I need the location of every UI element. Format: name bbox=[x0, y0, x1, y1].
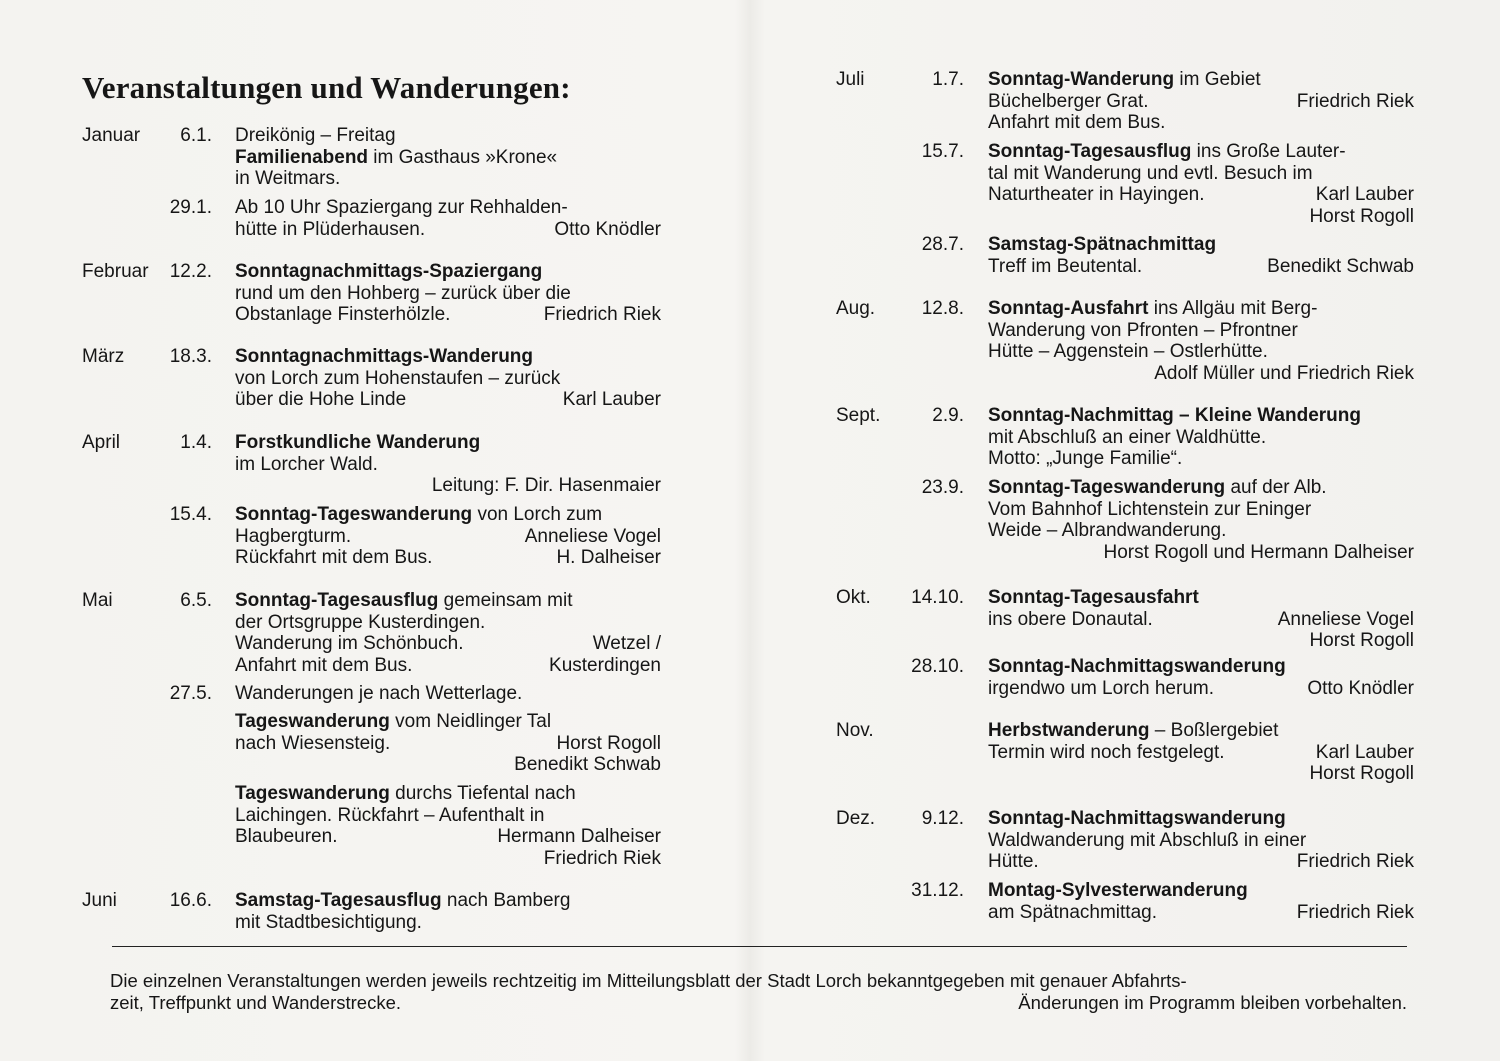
event-leader: Otto Knödler bbox=[1307, 677, 1414, 699]
event-line bbox=[988, 830, 1414, 852]
event-text: Anfahrt mit dem Bus. bbox=[235, 655, 413, 677]
event-leader: Horst Rogoll bbox=[1309, 206, 1414, 228]
event-text: ins Allgäu mit Berg- bbox=[1148, 298, 1318, 319]
event-line bbox=[235, 346, 661, 368]
event-date: 1.7. bbox=[932, 69, 964, 90]
event-text: durchs Tiefental nach bbox=[389, 783, 576, 804]
event-description bbox=[988, 720, 1414, 785]
footer-line-2-right: Änderungen im Programm bleiben vorbehalten. bbox=[1018, 992, 1407, 1013]
event-date: 18.3. bbox=[169, 346, 212, 367]
event-line bbox=[988, 91, 1414, 113]
event-description bbox=[235, 783, 661, 870]
event-description bbox=[988, 477, 1414, 564]
event-text: Obstanlage Finsterhölzle. bbox=[235, 304, 451, 326]
event-text: über die Hohe Linde bbox=[235, 389, 407, 411]
event-month: Februar bbox=[82, 261, 149, 282]
event-month: Juli bbox=[836, 69, 865, 90]
event-month: Juni bbox=[82, 890, 117, 911]
event-leader: Adolf Müller und Friedrich Riek bbox=[1154, 363, 1414, 385]
event-date: 27.5. bbox=[169, 683, 212, 704]
event-title: Sonntag-Tageswanderung bbox=[988, 477, 1226, 498]
event-text: mit Stadtbesichtigung. bbox=[235, 911, 422, 933]
event-description bbox=[235, 504, 661, 569]
event-line bbox=[988, 851, 1414, 873]
event-text: mit Abschluß an einer Waldhütte. bbox=[988, 426, 1267, 448]
event-line bbox=[988, 69, 1414, 91]
event-leader: Otto Knödler bbox=[554, 218, 661, 240]
event-leader: Kusterdingen bbox=[549, 655, 661, 677]
event-text: der Ortsgruppe Kusterdingen. bbox=[235, 611, 486, 633]
event-description bbox=[235, 683, 661, 705]
event-line bbox=[235, 432, 661, 454]
event-line bbox=[235, 283, 661, 305]
event-text: Rückfahrt mit dem Bus. bbox=[235, 547, 433, 569]
event-line bbox=[988, 902, 1414, 924]
event-line bbox=[235, 783, 661, 805]
event-text: tal mit Wanderung und evtl. Besuch im bbox=[988, 162, 1313, 184]
event-line bbox=[235, 368, 661, 390]
event-line bbox=[235, 547, 661, 569]
event-text: Motto: „Junge Familie“. bbox=[988, 448, 1183, 470]
event-leader: Hermann Dalheiser bbox=[497, 826, 661, 848]
event-text: Anfahrt mit dem Bus. bbox=[988, 112, 1166, 134]
event-text: rund um den Hohberg – zurück über die bbox=[235, 282, 571, 304]
event-line bbox=[988, 720, 1414, 742]
event-description bbox=[235, 197, 661, 240]
event-description bbox=[988, 405, 1414, 470]
event-text: gemeinsam mit bbox=[438, 590, 573, 611]
event-leader: Karl Lauber bbox=[1315, 741, 1414, 763]
event-text: irgendwo um Lorch herum. bbox=[988, 677, 1214, 699]
event-line bbox=[235, 197, 661, 219]
event-text: Weide – Albrandwanderung. bbox=[988, 520, 1227, 542]
event-description bbox=[988, 234, 1414, 277]
event-text: in Weitmars. bbox=[235, 168, 341, 190]
event-date: 29.1. bbox=[169, 197, 212, 218]
event-date: 6.5. bbox=[180, 590, 212, 611]
event-date: 2.9. bbox=[932, 405, 964, 426]
event-line bbox=[988, 742, 1414, 764]
event-line bbox=[988, 630, 1414, 652]
event-line bbox=[988, 163, 1414, 185]
event-description bbox=[235, 125, 661, 190]
event-text: im Gasthaus »Krone« bbox=[368, 146, 558, 168]
event-line bbox=[235, 454, 661, 476]
event-line bbox=[235, 219, 661, 241]
event-date: 28.10. bbox=[911, 656, 964, 677]
event-line bbox=[235, 912, 661, 934]
page-title: Veranstaltungen und Wanderungen: bbox=[82, 70, 571, 105]
event-line bbox=[235, 526, 661, 548]
event-line bbox=[235, 890, 661, 912]
event-date: 16.6. bbox=[169, 890, 212, 911]
event-month: Okt. bbox=[836, 587, 871, 608]
event-title: Sonntag-Nachmittag – Kleine Wanderung bbox=[988, 405, 1361, 426]
event-line bbox=[988, 363, 1414, 385]
event-text: Hütte – Aggenstein – Ostlerhütte. bbox=[988, 341, 1268, 363]
event-description bbox=[988, 69, 1414, 134]
event-month: Aug. bbox=[836, 298, 876, 319]
event-line bbox=[988, 320, 1414, 342]
event-date: 12.2. bbox=[169, 261, 212, 282]
event-text: Wanderung von Pfronten – Pfrontner bbox=[988, 319, 1298, 341]
event-title: Sonntag-Nachmittagswanderung bbox=[988, 656, 1286, 677]
event-title: Sonntag-Wanderung bbox=[988, 69, 1175, 90]
event-line bbox=[235, 754, 661, 776]
event-line bbox=[988, 808, 1414, 830]
event-title: Sonntagnachmittags-Wanderung bbox=[235, 346, 534, 367]
event-description bbox=[235, 890, 661, 933]
event-date: 6.1. bbox=[180, 125, 212, 146]
event-line bbox=[988, 405, 1414, 427]
footer-line-2 bbox=[110, 992, 1407, 1014]
event-description bbox=[988, 656, 1414, 699]
event-title: Montag-Sylvesterwanderung bbox=[988, 880, 1248, 901]
event-date: 31.12. bbox=[911, 880, 964, 901]
event-leader: Benedikt Schwab bbox=[514, 754, 661, 776]
event-line bbox=[235, 655, 661, 677]
event-date: 12.8. bbox=[921, 298, 964, 319]
event-text: von Lorch zum Hohenstaufen – zurück bbox=[235, 367, 561, 389]
event-line bbox=[988, 427, 1414, 449]
event-leader: Anneliese Vogel bbox=[524, 525, 661, 547]
event-title: Sonntag-Tagesausflug bbox=[235, 590, 439, 611]
event-date: 1.4. bbox=[180, 432, 212, 453]
event-text: Wanderung im Schönbuch. bbox=[235, 633, 464, 655]
event-leader: Horst Rogoll bbox=[1309, 763, 1414, 785]
event-month: April bbox=[82, 432, 121, 453]
event-date: 15.4. bbox=[169, 504, 212, 525]
event-leader: Leitung: F. Dir. Hasenmaier bbox=[431, 475, 661, 497]
event-leader: Friedrich Riek bbox=[1296, 851, 1414, 873]
footer-line-1: Die einzelnen Veranstaltungen werden jeweils rechtzeitig im Mitteilungsblatt der Stadt Lorch bekanntgegeben mit genauer Abfahrts- bbox=[110, 970, 1187, 991]
event-description bbox=[235, 261, 661, 326]
event-month: Nov. bbox=[836, 720, 874, 741]
event-text: hütte in Plüderhausen. bbox=[235, 218, 426, 240]
event-line bbox=[988, 184, 1414, 206]
event-text: auf der Alb. bbox=[1225, 477, 1327, 498]
event-line bbox=[988, 341, 1414, 363]
event-leader: Horst Rogoll und Hermann Dalheiser bbox=[1103, 542, 1414, 564]
event-line bbox=[235, 683, 661, 705]
event-line bbox=[988, 763, 1414, 785]
event-leader: Friedrich Riek bbox=[1296, 90, 1414, 112]
event-line bbox=[988, 448, 1414, 470]
event-text: im Gebiet bbox=[1174, 69, 1261, 90]
event-text: am Spätnachmittag. bbox=[988, 901, 1157, 923]
event-leader: Wetzel / bbox=[592, 633, 661, 655]
event-text: – Boßlergebiet bbox=[1149, 720, 1279, 741]
event-line bbox=[235, 125, 661, 147]
event-line bbox=[988, 298, 1414, 320]
event-line bbox=[988, 880, 1414, 902]
event-line bbox=[988, 678, 1414, 700]
event-text: Treff im Beutental. bbox=[988, 255, 1143, 277]
event-text: Naturtheater in Hayingen. bbox=[988, 184, 1205, 206]
event-line bbox=[988, 656, 1414, 678]
event-line bbox=[235, 733, 661, 755]
event-title: Samstag-Tagesausflug bbox=[235, 890, 442, 911]
event-text: Laichingen. Rückfahrt – Aufenthalt in bbox=[235, 804, 545, 826]
event-line bbox=[235, 805, 661, 827]
event-leader: Horst Rogoll bbox=[1309, 630, 1414, 652]
event-line bbox=[235, 711, 661, 733]
event-text: Blaubeuren. bbox=[235, 826, 338, 848]
event-text: ins Große Lauter- bbox=[1191, 141, 1346, 162]
event-line bbox=[235, 826, 661, 848]
event-text: Vom Bahnhof Lichtenstein zur Eninger bbox=[988, 498, 1312, 520]
event-line bbox=[988, 587, 1414, 609]
event-leader: H. Dalheiser bbox=[556, 547, 661, 569]
event-line bbox=[988, 520, 1414, 542]
event-line bbox=[988, 542, 1414, 564]
event-line bbox=[235, 590, 661, 612]
event-title: Samstag-Spätnachmittag bbox=[988, 234, 1217, 255]
event-line bbox=[235, 504, 661, 526]
event-description bbox=[235, 711, 661, 776]
event-text: Wanderungen je nach Wetterlage. bbox=[235, 683, 523, 704]
event-text: nach Wiesensteig. bbox=[235, 732, 391, 754]
event-description bbox=[988, 587, 1414, 652]
event-text: Hagbergturm. bbox=[235, 525, 352, 547]
event-leader: Anneliese Vogel bbox=[1277, 608, 1414, 630]
event-title: Forstkundliche Wanderung bbox=[235, 432, 481, 453]
event-leader: Benedikt Schwab bbox=[1267, 255, 1414, 277]
event-line bbox=[235, 475, 661, 497]
event-description bbox=[235, 432, 661, 497]
event-leader: Karl Lauber bbox=[562, 389, 661, 411]
event-date: 9.12. bbox=[921, 808, 964, 829]
event-line bbox=[235, 389, 661, 411]
event-title: Tageswanderung bbox=[235, 783, 390, 804]
event-leader: Horst Rogoll bbox=[556, 732, 661, 754]
event-line bbox=[235, 612, 661, 634]
event-text: nach Bamberg bbox=[441, 890, 571, 911]
event-text: Ab 10 Uhr Spaziergang zur Rehhalden- bbox=[235, 197, 568, 218]
event-line bbox=[988, 206, 1414, 228]
event-line bbox=[988, 141, 1414, 163]
event-title: Familienabend bbox=[235, 146, 369, 168]
event-month: Januar bbox=[82, 125, 141, 146]
event-description bbox=[988, 808, 1414, 873]
event-description bbox=[235, 590, 661, 677]
event-title: Herbstwanderung bbox=[988, 720, 1150, 741]
event-title: Sonntag-Tagesausflug bbox=[988, 141, 1192, 162]
event-month: Sept. bbox=[836, 405, 881, 426]
event-line bbox=[235, 147, 661, 169]
event-leader: Friedrich Riek bbox=[1296, 901, 1414, 923]
event-description bbox=[235, 346, 661, 411]
event-text: Dreikönig – Freitag bbox=[235, 125, 396, 146]
footer-line-2-left: zeit, Treffpunkt und Wanderstrecke. bbox=[110, 992, 402, 1013]
divider-line bbox=[112, 946, 1407, 947]
event-title: Sonntag-Ausfahrt bbox=[988, 298, 1149, 319]
event-description bbox=[988, 880, 1414, 923]
event-text: Termin wird noch festgelegt. bbox=[988, 741, 1225, 763]
event-month: Mai bbox=[82, 590, 113, 611]
event-description bbox=[988, 298, 1414, 385]
event-date: 14.10. bbox=[911, 587, 964, 608]
event-text: Hütte. bbox=[988, 851, 1039, 873]
event-leader: Friedrich Riek bbox=[543, 848, 661, 870]
event-text: Büchelberger Grat. bbox=[988, 90, 1149, 112]
event-description bbox=[988, 141, 1414, 228]
event-line bbox=[235, 304, 661, 326]
event-title: Tageswanderung bbox=[235, 711, 390, 732]
event-leader: Karl Lauber bbox=[1315, 184, 1414, 206]
event-title: Sonntagnachmittags-Spaziergang bbox=[235, 261, 543, 282]
event-text: ins obere Donautal. bbox=[988, 608, 1153, 630]
event-month: März bbox=[82, 346, 125, 367]
event-line bbox=[235, 633, 661, 655]
event-line bbox=[988, 499, 1414, 521]
event-line bbox=[988, 477, 1414, 499]
event-date: 23.9. bbox=[921, 477, 964, 498]
event-date: 15.7. bbox=[921, 141, 964, 162]
event-line bbox=[988, 256, 1414, 278]
event-text: Waldwanderung mit Abschluß in einer bbox=[988, 829, 1307, 851]
event-text: im Lorcher Wald. bbox=[235, 453, 378, 475]
event-line bbox=[988, 609, 1414, 631]
event-text: vom Neidlinger Tal bbox=[389, 711, 552, 732]
event-line bbox=[235, 261, 661, 283]
event-title: Sonntag-Tagesausfahrt bbox=[988, 587, 1199, 608]
event-line bbox=[235, 848, 661, 870]
event-title: Sonntag-Nachmittagswanderung bbox=[988, 808, 1286, 829]
event-line bbox=[988, 112, 1414, 134]
event-title: Sonntag-Tageswanderung bbox=[235, 504, 473, 525]
event-month: Dez. bbox=[836, 808, 876, 829]
event-text: von Lorch zum bbox=[472, 504, 603, 525]
event-date: 28.7. bbox=[921, 234, 964, 255]
footer-note bbox=[110, 970, 1407, 1014]
event-leader: Friedrich Riek bbox=[543, 304, 661, 326]
event-line bbox=[988, 234, 1414, 256]
event-line bbox=[235, 168, 661, 190]
